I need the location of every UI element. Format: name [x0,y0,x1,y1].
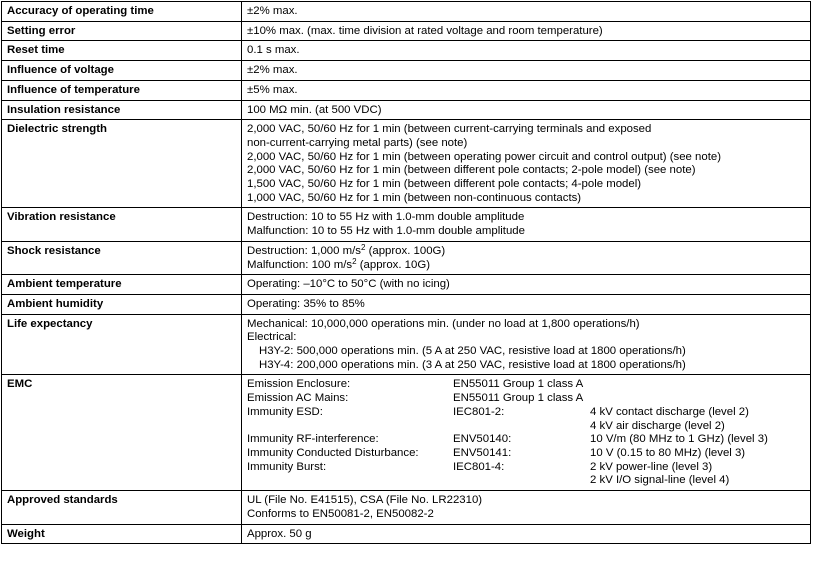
row-value [242,80,811,100]
emc-detail: 2 kV power-line (level 3) [590,460,713,473]
emc-standard: EN55011 Group 1 class A [453,392,584,405]
emc-line [247,392,810,406]
emc-detail: 2 kV I/O signal-line (level 4) [590,474,730,487]
table-row [2,241,811,274]
row-value [242,294,811,314]
table-row [2,61,811,81]
value-line: Approx. 50 g [247,527,312,540]
emc-line [247,378,810,392]
table-row [2,275,811,295]
emc-test: Emission AC Mains: [247,392,349,405]
value-line [247,256,810,273]
table-row [2,491,811,524]
value-line: Electrical: [247,331,297,344]
row-value [242,2,811,22]
row-label: Reset time [2,41,242,61]
table-row [2,41,811,61]
row-value [242,524,811,544]
emc-detail: 4 kV contact discharge (level 2) [590,405,749,418]
emc-standard: ENV50141: [453,446,512,459]
value-line: Conforms to EN50081-2, EN50082-2 [247,507,434,520]
emc-standard: ENV50140: [453,433,512,446]
row-label: Life expectancy [2,314,242,375]
value-line: ±5% max. [247,83,298,96]
row-value [242,21,811,41]
value-line: 100 MΩ min. (at 500 VDC) [247,103,382,116]
table-row [2,80,811,100]
superscript: 2 [360,242,366,252]
shock-text: (approx. 10G) [356,258,431,271]
emc-detail: 4 kV air discharge (level 2) [590,419,725,432]
table-row [2,294,811,314]
value-line: H3Y-2: 500,000 operations min. (5 A at 250 VAC, resistive load at 1800 operations/h) [259,345,686,358]
value-line: non-current-carrying metal parts) (see note) [247,136,468,149]
row-label: Accuracy of operating time [2,2,242,22]
emc-line [247,406,810,420]
table-row [2,2,811,22]
emc-standard: EN55011 Group 1 class A [453,378,584,391]
value-line: Operating: –10°C to 50°C (with no icing) [247,278,450,291]
superscript: 2 [352,256,357,266]
table-row [2,100,811,120]
value-line: Malfunction: 10 to 55 Hz with 1.0-mm double amplitude [247,225,525,238]
emc-test: Immunity Conducted Disturbance: [247,446,419,459]
value-line: 1,500 VAC, 50/60 Hz for 1 min (between different pole contacts; 4-pole model) [247,178,642,191]
value-line: 0.1 s max. [247,44,300,57]
specifications-table [1,1,811,544]
row-value [242,275,811,295]
table-row [2,120,811,208]
emc-standard: IEC801-4: [453,460,505,473]
value-line [247,242,810,259]
value-line: 2,000 VAC, 50/60 Hz for 1 min (between current-carrying terminals and exposed [247,123,652,136]
row-value [242,61,811,81]
emc-line [247,420,810,434]
value-line: 2,000 VAC, 50/60 Hz for 1 min (between operating power circuit and control output) (see note) [247,150,722,163]
emc-detail: 10 V (0.15 to 80 MHz) (level 3) [590,446,746,459]
value-line: UL (File No. E41515), CSA (File No. LR22310) [247,494,483,507]
row-label: Ambient temperature [2,275,242,295]
emc-line [247,447,810,461]
value-line: Operating: 35% to 85% [247,297,365,310]
value-line: ±10% max. (max. time division at rated voltage and room temperature) [247,24,603,37]
row-label: EMC [2,375,242,491]
row-value [242,491,811,524]
value-line: ±2% max. [247,64,298,77]
value-line: H3Y-4: 200,000 operations min. (3 A at 250 VAC, resistive load at 1800 operations/h) [259,358,686,371]
row-label: Weight [2,524,242,544]
row-value [242,100,811,120]
emc-line [247,461,810,475]
table-row [2,375,811,491]
row-value [242,314,811,375]
emc-test: Immunity Burst: [247,460,327,473]
row-value [242,208,811,241]
row-value [242,41,811,61]
value-line: 1,000 VAC, 50/60 Hz for 1 min (between non-continuous contacts) [247,191,582,204]
value-line: Destruction: 10 to 55 Hz with 1.0-mm double amplitude [247,211,525,224]
value-line: 2,000 VAC, 50/60 Hz for 1 min (between different pole contacts; 2-pole model) (see note) [247,164,696,177]
emc-line [247,433,810,447]
emc-test: Emission Enclosure: [247,378,351,391]
emc-detail: 10 V/m (80 MHz to 1 GHz) (level 3) [590,433,768,446]
row-value [242,241,811,274]
table-row [2,314,811,375]
row-label: Influence of voltage [2,61,242,81]
row-label: Vibration resistance [2,208,242,241]
shock-text: Malfunction: 100 m/s [247,258,353,271]
table-row [2,524,811,544]
row-value [242,375,811,491]
emc-line [247,474,810,488]
emc-test: Immunity RF-interference: [247,433,379,446]
row-label: Influence of temperature [2,80,242,100]
row-label: Ambient humidity [2,294,242,314]
row-value [242,120,811,208]
emc-test: Immunity ESD: [247,405,323,418]
table-row [2,21,811,41]
row-label: Dielectric strength [2,120,242,208]
value-line: ±2% max. [247,5,298,17]
row-label: Shock resistance [2,241,242,274]
value-line: Mechanical: 10,000,000 operations min. (under no load at 1,800 operations/h) [247,317,640,330]
table-row [2,208,811,241]
row-label: Approved standards [2,491,242,524]
shock-text: Destruction: 1,000 m/s [247,244,361,257]
row-label: Insulation resistance [2,100,242,120]
shock-text: (approx. 100G) [365,244,446,257]
emc-standard: IEC801-2: [453,405,505,418]
row-label: Setting error [2,21,242,41]
